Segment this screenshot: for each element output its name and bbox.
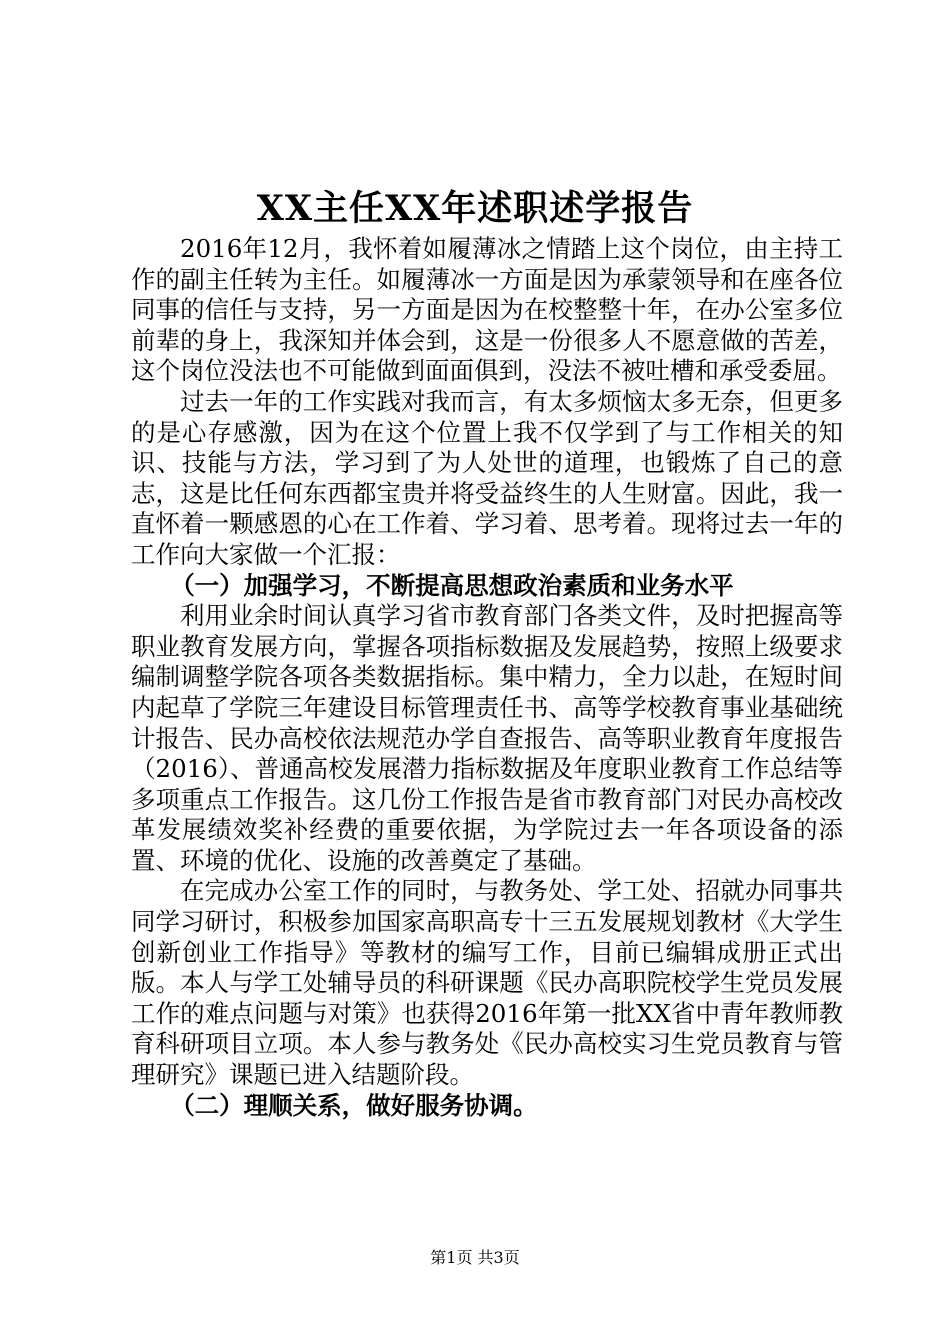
intro-paragraph-2: 过去一年的工作实践对我而言，有太多烦恼太多无奈，但更多的是心存感激，因为在这个位置上我不仅学到了与工作相关的知识、技能与方法，学习到了为人处世的道理，也锻炼了自己的意志，这是比任何东西都宝贵并将受益终生的人生财富。因此，我一直怀着一颗感恩的心在工作着、学习着、思考着。现将过去一年的工作向大家做一个汇报： bbox=[131, 386, 843, 569]
section-1-paragraph-2: 在完成办公室工作的同时，与教务处、学工处、招就办同事共同学习研讨，积极参加国家高职高专十三五发展规划教材《大学生创新创业工作指导》等教材的编写工作，目前已编辑成册正式出版。本人与学工处辅导员的科研课题《民办高职院校学生党员发展工作的难点问题与对策》也获得2016年第一批XX省中青年教师教育科研项目立项。本人参与教务处《民办高校实习生党员教育与管理研究》课题已进入结题阶段。 bbox=[131, 876, 843, 1090]
intro-paragraph-1: 2016年12月，我怀着如履薄冰之情踏上这个岗位，由主持工作的副主任转为主任。如履薄冰一方面是因为承蒙领导和在座各位同事的信任与支持，另一方面是因为在校整整十年，在办公室多位前辈的身上，我深知并体会到，这是一份很多人不愿意做的苦差，这个岗位没法也不可能做到面面俱到，没法不被吐槽和承受委屈。 bbox=[131, 234, 843, 386]
section-2-heading: （二）理顺关系，做好服务协调。 bbox=[170, 1090, 538, 1120]
document-title: XX主任XX年述职述学报告 bbox=[256, 188, 694, 229]
page-number-footer: 第1页 共3页 bbox=[430, 1248, 520, 1267]
document-body bbox=[131, 234, 843, 1121]
section-1-heading: （一）加强学习，不断提高思想政治素质和业务水平 bbox=[170, 570, 734, 600]
section-1-paragraph-1: 利用业余时间认真学习省市教育部门各类文件，及时把握高等职业教育发展方向，掌握各项指标数据及发展趋势，按照上级要求编制调整学院各项各类数据指标。集中精力，全力以赴，在短时间内起草了学院三年建设目标管理责任书、高等学校教育事业基础统计报告、民办高校依法规范办学自查报告、高等职业教育年度报告（2016）、普通高校发展潜力指标数据及年度职业教育工作总结等多项重点工作报告。这几份工作报告是省市教育部门对民办高校改革发展绩效奖补经费的重要依据，为学院过去一年各项设备的添置、环境的优化、设施的改善奠定了基础。 bbox=[131, 601, 843, 875]
